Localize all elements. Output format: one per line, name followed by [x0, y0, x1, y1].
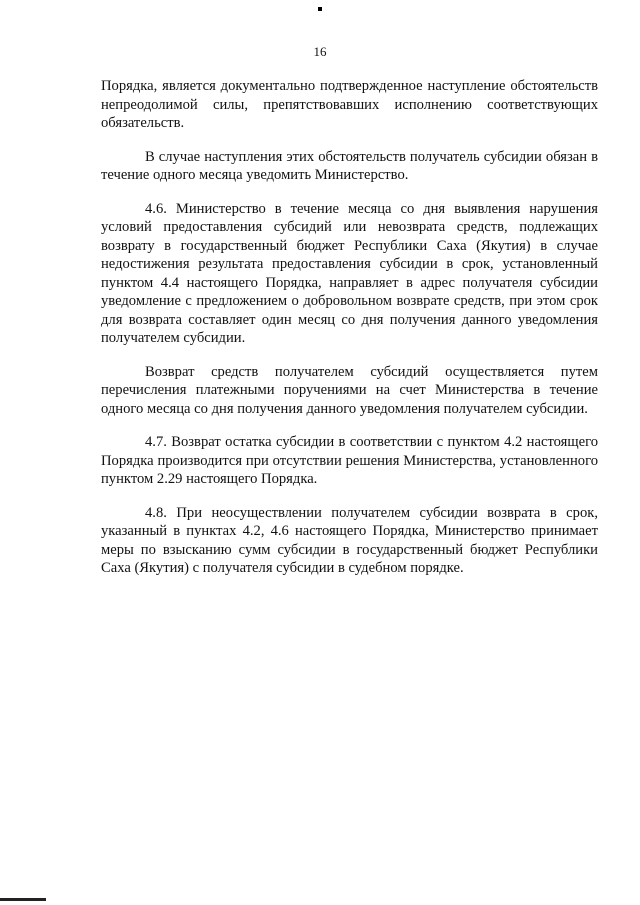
paragraph-force-majeure-continuation: Порядка, является документально подтвержденное наступление обстоятельств непреодолимой силы, препятствовавших исполнению соответствующих обязательств. [101, 78, 598, 131]
document-body [101, 77, 598, 593]
paragraph-4-8: 4.8. При неосуществлении получателем субсидии возврата в срок, указанный в пунктах 4.2, 4.6 настоящего Порядка, Министерство принимает меры по взысканию сумм субсидии в государственный бюджет Республики Саха (Якутия) с получателя субсидии в судебном порядке. [101, 504, 598, 576]
page-number: 16 [313, 44, 327, 59]
paragraph-refund-procedure: Возврат средств получателем субсидий осуществляется путем перечисления платежными поручениями на счет Министерства в течение одного месяца со дня получения данного уведомления получателем субсидии. [101, 363, 598, 417]
paragraph-notification-obligation: В случае наступления этих обстоятельств получатель субсидии обязан в течение одного месяца уведомить Министерство. [101, 148, 598, 183]
scan-edge-mark [0, 898, 46, 901]
paragraph-4-7: 4.7. Возврат остатка субсидии в соответствии с пунктом 4.2 настоящего Порядка производится при отсутствии решения Министерства, установленного пунктом 2.29 настоящего Порядка. [101, 434, 598, 487]
paragraph-4-6: 4.6. Министерство в течение месяца со дня выявления нарушения условий предоставления субсидий или невозврата средств, подлежащих возврату в государственный бюджет Республики Саха (Якутия) в случае недостижения результата предоставления субсидии в срок, установленный пунктом 4.4 настоящего Порядка, направляет в адрес получателя субсидии уведомление с предложением о добровольном возврате средств, при этом срок для возврата составляет один месяц со дня получения данного уведомления получателем субсидии. [101, 200, 598, 346]
scan-dot-mark [318, 7, 322, 11]
